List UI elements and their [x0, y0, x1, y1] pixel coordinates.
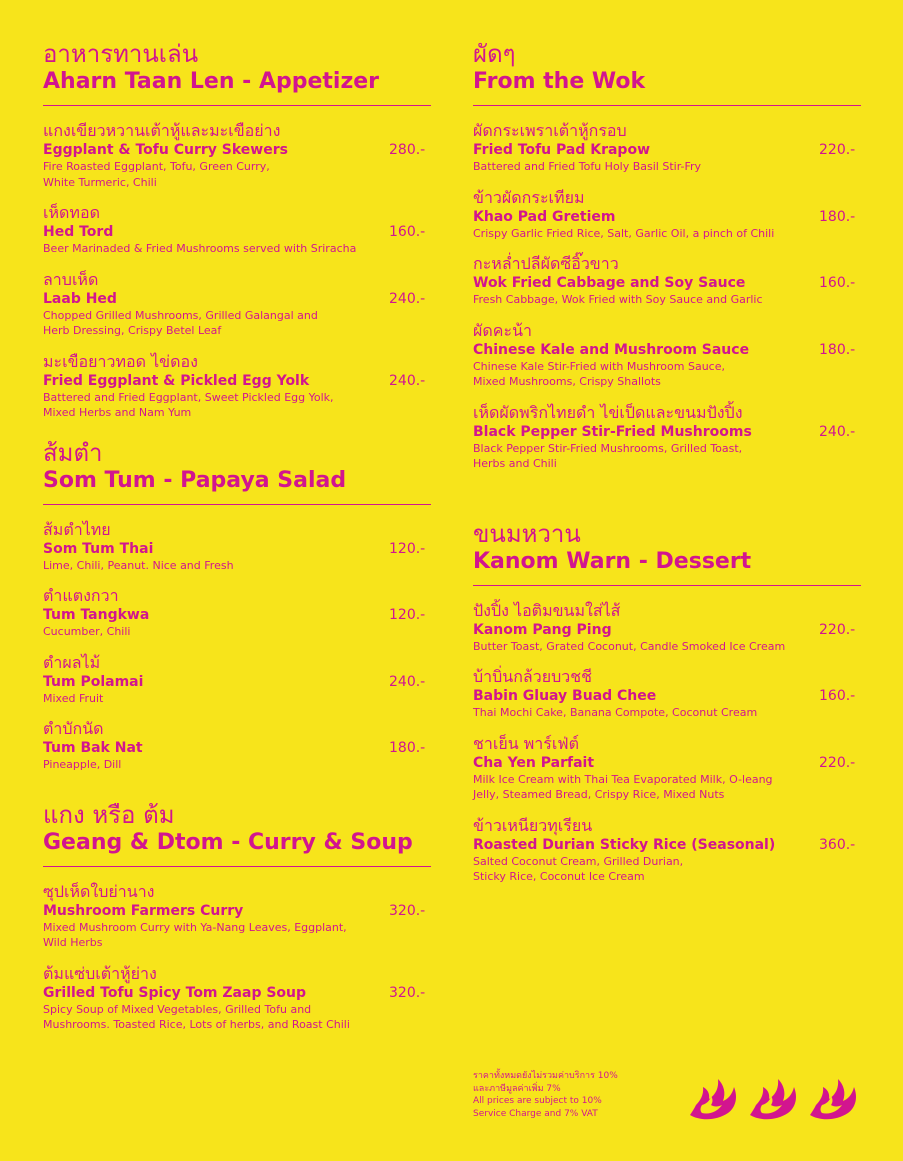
item-name: Grilled Tofu Spicy Tom Zaap Soup — [43, 984, 307, 1001]
item-price: 240.- — [819, 423, 856, 440]
item-thai-name: ข้าวเหนียวทุเรียน — [473, 815, 593, 835]
section-title-thai: แกง หรือ ต้ม — [43, 800, 175, 829]
item-name: Eggplant & Tofu Curry Skewers — [43, 142, 288, 158]
flame-icon — [688, 1075, 742, 1123]
item-price: 120.- — [389, 540, 426, 557]
menu-item — [473, 601, 861, 655]
footnote-thai-line2: และภาษีมูลค่าเพิ่ม 7% — [473, 1083, 561, 1094]
menu-item — [43, 586, 431, 640]
menu-item — [43, 352, 431, 421]
menu-item — [473, 121, 861, 175]
item-price: 320.- — [389, 984, 426, 1001]
section-dessert — [473, 520, 861, 885]
item-description: Salted Coconut Cream, Grilled Durian, Sticky Rice, Coconut Ice Cream — [473, 854, 684, 883]
item-thai-name: ซุปเห็ดใบย่านาง — [43, 881, 155, 901]
menu-item — [43, 520, 431, 574]
item-name: Tum Tangkwa — [43, 607, 150, 623]
item-price: 240.- — [389, 372, 426, 389]
item-thai-name: เห็ดทอด — [43, 203, 100, 222]
section-wok — [473, 40, 861, 472]
item-name: Som Tum Thai — [43, 540, 154, 557]
item-description: Chinese Kale Stir-Fried with Mushroom Sauce, Mixed Mushrooms, Crispy Shallots — [473, 359, 725, 388]
item-price: 360.- — [819, 836, 856, 853]
section-curry-soup — [43, 801, 431, 1033]
menu-item — [473, 188, 861, 242]
item-price: 180.- — [819, 208, 856, 225]
item-name: Babin Gluay Buad Chee — [473, 688, 657, 704]
item-description: Black Pepper Stir-Fried Mushrooms, Grilled Toast, Herbs and Chili — [473, 441, 743, 470]
item-name: Khao Pad Gretiem — [473, 208, 616, 225]
item-name: Tum Polamai — [43, 673, 144, 690]
item-price: 220.- — [819, 754, 856, 771]
section-divider — [473, 105, 861, 106]
item-price: 320.- — [389, 902, 426, 919]
section-title-en: Som Tum - Papaya Salad — [43, 467, 347, 493]
flame-icon — [808, 1075, 862, 1123]
item-name: Wok Fried Cabbage and Soy Sauce — [473, 275, 746, 291]
item-price: 220.- — [819, 621, 856, 638]
footnote-en-line1: All prices are subject to 10% — [473, 1096, 602, 1106]
section-appetizer — [43, 40, 431, 421]
item-description: Milk Ice Cream with Thai Tea Evaporated Milk, O-leang Jelly, Steamed Bread, Crispy Rice, Mixed Nuts — [473, 772, 773, 801]
item-thai-name: ปังปิ้ง ไอติมขนมใส่ไส้ — [473, 600, 621, 620]
section-divider — [43, 866, 431, 867]
menu-item — [43, 964, 431, 1033]
item-price: 280.- — [389, 142, 426, 158]
item-price: 120.- — [389, 607, 426, 623]
item-price: 240.- — [389, 290, 426, 307]
menu-item — [43, 121, 431, 190]
item-thai-name: ตำผลไม้ — [43, 652, 101, 672]
item-price: 160.- — [819, 688, 856, 704]
item-thai-name: ผัดคะน้า — [473, 320, 532, 340]
item-description: Pineapple, Dill — [43, 758, 122, 771]
flame-icon — [748, 1075, 802, 1123]
menu-item — [43, 270, 431, 339]
item-description: Butter Toast, Grated Coconut, Candle Smoked Ice Cream — [473, 639, 786, 653]
item-description: Chopped Grilled Mushrooms, Grilled Galangal and Herb Dressing, Crispy Betel Leaf — [43, 308, 318, 337]
item-price: 160.- — [819, 275, 856, 291]
section-title-en: Aharn Taan Len - Appetizer — [43, 69, 380, 94]
item-description: Mixed Mushroom Curry with Ya-Nang Leaves, Eggplant, Wild Herbs — [43, 920, 347, 949]
menu-item — [473, 734, 861, 803]
item-thai-name: ต้มแซ่บเต้าหู้ย่าง — [43, 963, 157, 983]
menu-item — [43, 653, 431, 707]
item-thai-name: บ้าบิ่นกล้วยบวชชี — [473, 667, 592, 686]
section-title-en: From the Wok — [473, 69, 646, 94]
item-thai-name: ตำแตงกวา — [43, 586, 119, 605]
item-thai-name: ลาบเห็ด — [43, 269, 99, 289]
item-name: Fried Tofu Pad Krapow — [473, 142, 651, 158]
item-name: Chinese Kale and Mushroom Sauce — [473, 341, 750, 358]
item-thai-name: ชาเย็น พาร์เฟ่ต์ — [473, 733, 580, 753]
item-name: Laab Hed — [43, 290, 117, 307]
item-thai-name: ผัดกระเพราเต้าหู้กรอบ — [473, 121, 627, 140]
item-description: Mixed Fruit — [43, 691, 104, 705]
item-description: Fresh Cabbage, Wok Fried with Soy Sauce and Garlic — [473, 293, 763, 306]
item-description: Crispy Garlic Fried Rice, Salt, Garlic Oil, a pinch of Chili — [473, 226, 775, 240]
item-price: 180.- — [819, 341, 856, 358]
item-name: Roasted Durian Sticky Rice (Seasonal) — [473, 836, 776, 853]
item-price: 180.- — [389, 740, 426, 756]
item-name: Fried Eggplant & Pickled Egg Yolk — [43, 372, 310, 389]
flame-logos — [688, 1075, 863, 1123]
item-description: Lime, Chili, Peanut. Nice and Fresh — [43, 558, 234, 572]
item-description: Thai Mochi Cake, Banana Compote, Coconut Cream — [473, 706, 758, 719]
section-title-en: Kanom Warn - Dessert — [473, 548, 752, 574]
footnote-thai-line1: ราคาทั้งหมดยังไม่รวมค่าบริการ 10% — [473, 1071, 618, 1081]
footnote-en-line2: Service Charge and 7% VAT — [473, 1108, 598, 1119]
menu-item — [473, 321, 861, 390]
item-name: Cha Yen Parfait — [473, 754, 595, 771]
item-name: Kanom Pang Ping — [473, 621, 612, 638]
section-title-thai: อาหารทานเล่น — [43, 40, 199, 68]
menu-item — [43, 203, 431, 257]
item-description: Fire Roasted Eggplant, Tofu, Green Curry, White Turmeric, Chili — [43, 160, 270, 189]
section-papaya-salad — [43, 439, 431, 773]
section-divider — [473, 585, 861, 586]
menu-item — [43, 719, 431, 773]
item-thai-name: ข้าวผัดกระเทียม — [473, 187, 585, 207]
menu-item — [473, 667, 861, 721]
item-description: Battered and Fried Tofu Holy Basil Stir-Fry — [473, 160, 702, 173]
section-title-thai: ผัดๆ — [473, 40, 516, 68]
menu-item — [473, 403, 861, 472]
price-footnote — [473, 1070, 673, 1120]
item-price: 220.- — [819, 142, 856, 158]
menu-item — [473, 816, 861, 885]
item-price: 240.- — [389, 673, 426, 690]
section-divider — [43, 504, 431, 505]
item-name: Black Pepper Stir-Fried Mushrooms — [473, 423, 752, 440]
section-title-en: Geang & Dtom - Curry & Soup — [43, 829, 413, 855]
item-thai-name: ส้มตำไทย — [43, 519, 111, 539]
section-title-thai: ส้มตำ — [43, 438, 103, 467]
item-price: 160.- — [389, 224, 426, 240]
right-column — [473, 40, 861, 898]
left-column — [43, 40, 431, 1046]
item-thai-name: แกงเขียวหวานเต้าหู้และมะเขือย่าง — [43, 121, 281, 140]
section-title-thai: ขนมหวาน — [473, 519, 581, 548]
item-description: Cucumber, Chili — [43, 625, 131, 638]
item-thai-name: มะเขือยาวทอด ไข่ดอง — [43, 351, 198, 371]
item-name: Hed Tord — [43, 224, 114, 240]
menu-item — [43, 882, 431, 951]
item-thai-name: เห็ดผัดพริกไทยดำ ไข่เป็ดและขนมปังปิ้ง — [473, 402, 743, 422]
item-description: Spicy Soup of Mixed Vegetables, Grilled Tofu and Mushrooms. Toasted Rice, Lots of herbs, and Roast Chili — [43, 1002, 350, 1031]
item-thai-name: ตำบักนัด — [43, 719, 104, 738]
item-description: Battered and Fried Eggplant, Sweet Pickled Egg Yolk, Mixed Herbs and Nam Yum — [43, 390, 334, 419]
item-name: Tum Bak Nat — [43, 740, 143, 756]
menu-item — [473, 254, 861, 308]
item-name: Mushroom Farmers Curry — [43, 902, 244, 919]
section-divider — [43, 105, 431, 106]
item-description: Beer Marinaded & Fried Mushrooms served with Sriracha — [43, 242, 357, 255]
item-thai-name: กะหล่ำปลีผัดซีอิ๊วขาว — [473, 254, 619, 273]
